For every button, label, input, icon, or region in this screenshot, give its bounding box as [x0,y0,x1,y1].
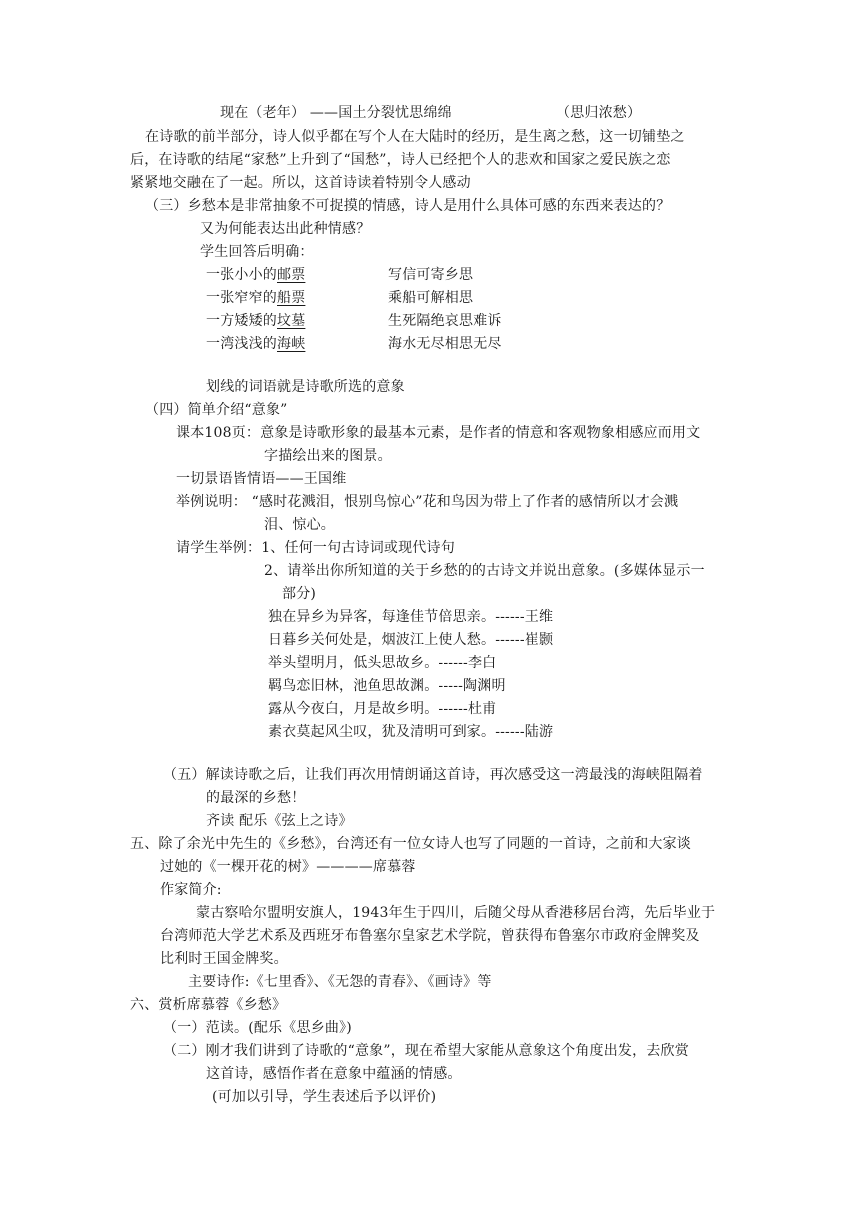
image-meaning: 生死隔绝哀思难诉 [388,313,502,329]
poem-line: 露从今夜白，月是故乡明。------杜甫 [268,701,497,717]
text-line: 学生回答后明确： [200,244,314,260]
text-line: 作家简介: [160,882,222,898]
poem-line: 日暮乡关何处是，烟波江上使人愁。------崔颢 [268,632,554,648]
text-line: 比利时王国金牌奖。 [160,951,288,967]
section-heading: 五、除了余光中先生的《乡愁》，台湾还有一位女诗人也写了同题的一首诗，之前和大家谈 [130,836,691,852]
text-line: 划线的词语就是诗歌所选的意象 [206,379,405,395]
image-prefix: 一张小小的 [206,267,277,283]
text-line: 紧紧地交融在了一起。所以，这首诗读着特别令人感动 [130,175,471,191]
poem-line: 素衣莫起风尘叹，犹及清明可到家。------陆游 [268,724,554,740]
text-line: 齐读 配乐《弦上之诗》 [206,813,353,829]
text-line: （思归浓愁） [556,105,642,121]
text-line: 后，在诗歌的结尾“家愁”上升到了“国愁”，诗人已经把个人的悲欢和国家之爱民族之恋 [130,152,671,168]
image-row [206,290,474,306]
section-heading: 六、赏析席慕蓉《乡愁》 [130,997,287,1013]
text-line: 举例说明： “感时花溅泪，恨别鸟惊心”花和鸟因为带上了作者的感情所以才会溅 [176,494,679,510]
text-line: 请学生举例：1、任何一句古诗词或现代诗句 [176,540,455,556]
text-line: 课本108页：意象是诗歌形象的最基本元素，是作者的情意和客观物象相感应而用文 [176,425,701,441]
image-meaning: 写信可寄乡思 [388,267,474,283]
image-word: 海峡 [277,336,306,352]
text-line: 过她的《一棵开花的树》————席慕蓉 [160,859,416,875]
text-line: 主要诗作:《七里香》、《无怨的青春》、《画诗》等 [188,974,492,990]
image-row [206,267,474,283]
text-line: 泪、惊心。 [264,517,335,533]
text-line: 在诗歌的前半部分，诗人似乎都在写个人在大陆时的经历，是生离之愁，这一切铺垫之 [145,129,685,145]
poem-line: 羁鸟恋旧林，池鱼思故渊。-----陶渊明 [268,678,506,694]
image-word: 坟墓 [277,313,306,329]
poem-line: 举头望明月，低头思故乡。------李白 [268,655,497,671]
image-word: 邮票 [277,267,306,283]
text-line: 部分) [282,586,317,602]
text-line: 2、请举出你所知道的关于乡愁的的古诗文并说出意象。(多媒体显示一 [264,563,705,579]
text-line: 字描绘出来的图景。 [264,448,392,464]
text-line: 一切景语皆情语——王国维 [176,471,347,487]
image-prefix: 一张窄窄的 [206,290,277,306]
text-line: 的最深的乡愁！ [206,790,306,806]
image-meaning: 海水无尽相思无尽 [388,336,502,352]
text-line: （二）刚才我们讲到了诗歌的“意象”，现在希望大家能从意象这个角度出发，去欣赏 [163,1043,689,1059]
text-line: 又为何能表达出此种情感？ [200,221,371,237]
poem-line: 独在异乡为异客，每逢佳节倍思亲。------王维 [268,609,554,625]
image-word: 船票 [277,290,306,306]
text-line: 现在（老年） ——国土分裂忧思绵绵 [220,105,452,121]
text-line: (可加以引导，学生表述后予以评价) [212,1089,437,1105]
text-line: 这首诗，感悟作者在意象中蕴涵的情感。 [206,1066,462,1082]
image-row [206,313,502,329]
section-heading: （五）解读诗歌之后，让我们再次用情朗诵这首诗，再次感受这一湾最浅的海峡阻隔着 [163,767,703,783]
section-heading: （三）乡愁本是非常抽象不可捉摸的情感，诗人是用什么具体可感的东西来表达的？ [145,198,671,214]
text-line: 台湾师范大学艺术系及西班牙布鲁塞尔皇家艺术学院，曾获得布鲁塞尔市政府金牌奖及 [160,928,700,944]
image-prefix: 一湾浅浅的 [206,336,277,352]
section-heading: （四）简单介绍“意象” [145,402,288,418]
image-prefix: 一方矮矮的 [206,313,277,329]
text-line: （一）范读。(配乐《思乡曲》) [163,1020,352,1036]
text-line: 蒙古察哈尔盟明安旗人，1943年生于四川，后随父母从香港移居台湾，先后毕业于 [196,905,716,921]
image-row [206,336,502,352]
image-meaning: 乘船可解相思 [388,290,474,306]
